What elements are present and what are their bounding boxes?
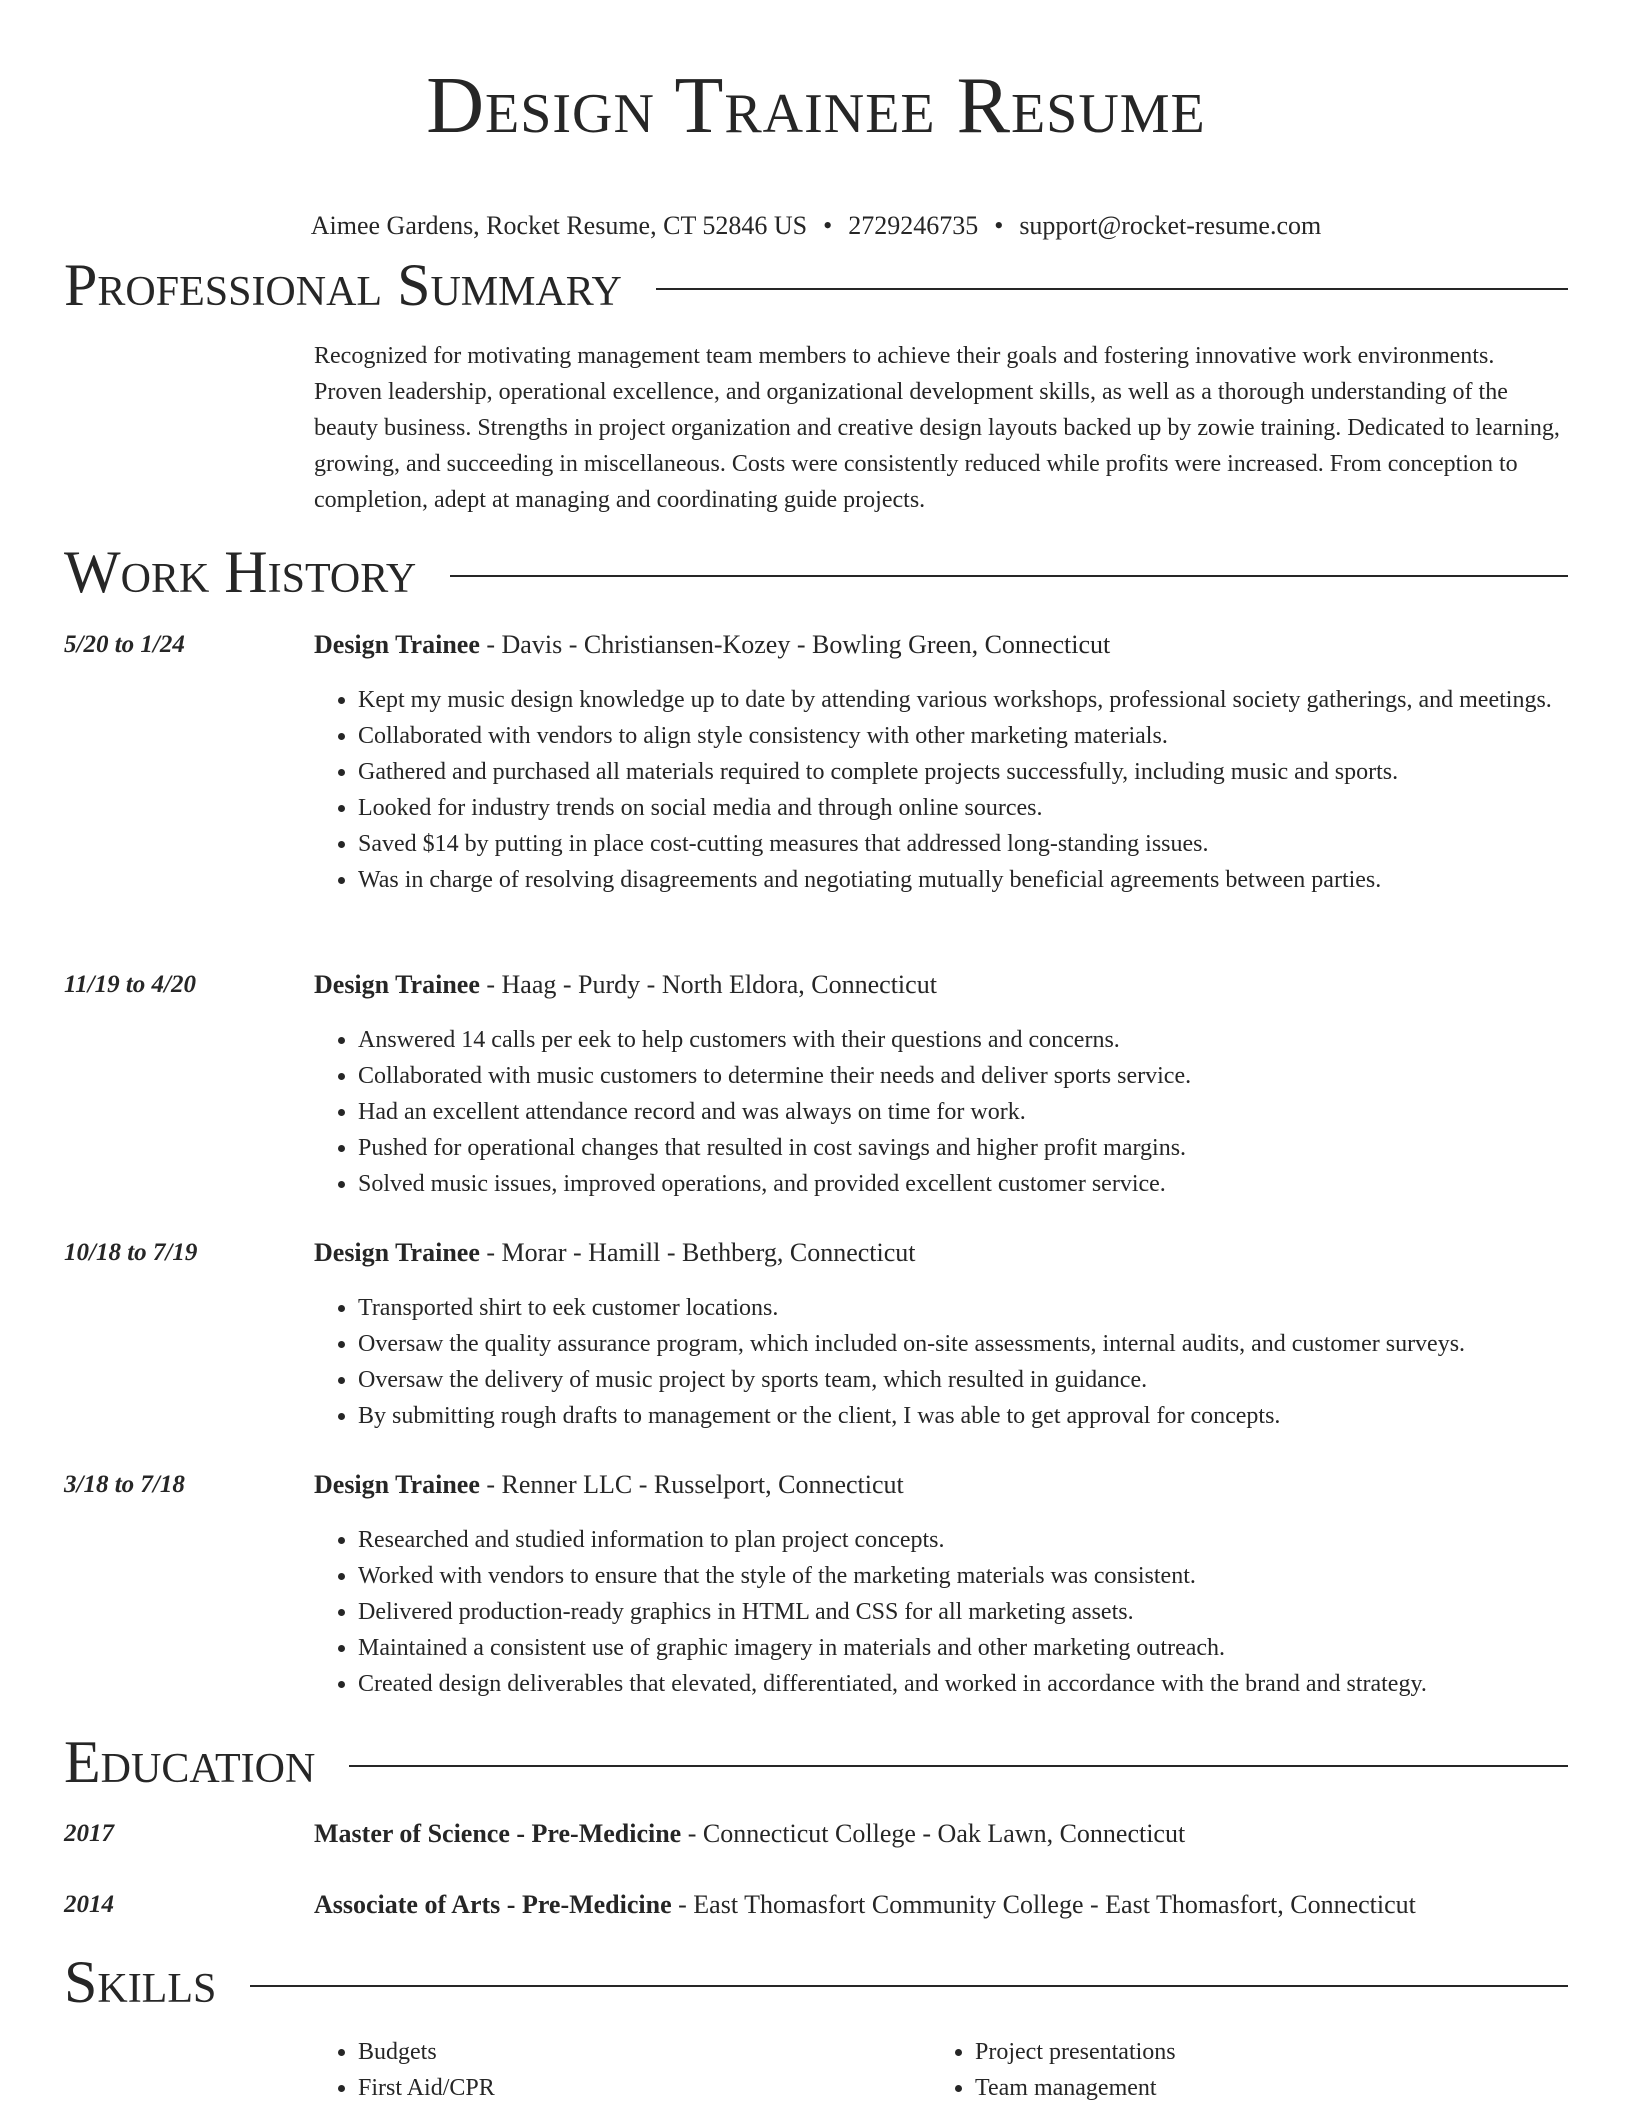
section-divider (349, 1765, 1568, 1767)
work-history-section-header (64, 540, 1568, 604)
list-item: • Oversaw the delivery of music project by sports team, which resulted in guidance. (358, 1362, 1568, 1398)
list-item: • Collaborated with vendors to align style consistency with other marketing materials. (358, 718, 1568, 754)
job-dates: 5/20 to 1/24 (64, 631, 185, 658)
education-degree: Master of Science - Pre-Medicine (314, 1819, 682, 1848)
list-item: • Researched and studied information to plan project concepts. (358, 1522, 1568, 1558)
contact-separator: • (823, 211, 833, 240)
contact-line (64, 210, 1568, 242)
list-item: • Worked with vendors to ensure that the style of the marketing materials was consistent. (358, 1558, 1568, 1594)
skills-list-left (314, 2034, 918, 2106)
education-year: 2014 (64, 1891, 114, 1918)
job-dates: 3/18 to 7/18 (64, 1471, 185, 1498)
contact-phone: 2729246735 (848, 211, 979, 240)
job-bullets (314, 1290, 1568, 1434)
contact-separator: • (994, 211, 1004, 240)
job-details: - Renner LLC - Russelport, Connecticut (479, 1470, 904, 1499)
education-heading: Education (64, 1729, 316, 1795)
list-item: • Maintained a consistent use of graphic imagery in materials and other marketing outreach. (358, 1630, 1568, 1666)
education-year: 2017 (64, 1820, 114, 1847)
list-item: • By submitting rough drafts to management or the client, I was able to get approval for concepts. (358, 1398, 1568, 1434)
job-heading (314, 1237, 1568, 1269)
work-history-heading: Work History (64, 539, 417, 605)
list-item: • Gathered and purchased all materials required to complete projects successfully, including music and sports. (358, 754, 1568, 790)
education-section-header (64, 1730, 1568, 1794)
section-divider (656, 288, 1568, 290)
list-item: • Collaborated with music customers to determine their needs and deliver sports service. (358, 1058, 1568, 1094)
list-item: • Solved music issues, improved operations, and provided excellent customer service. (358, 1166, 1568, 1202)
list-item: • Oversaw the quality assurance program, which included on-site assessments, internal audits, and customer surveys. (358, 1326, 1568, 1362)
job-dates: 11/19 to 4/20 (64, 971, 196, 998)
job-bullets (314, 1522, 1568, 1702)
section-divider (250, 1985, 1568, 1987)
skills-section-header (64, 1950, 1568, 2014)
job-title: Design Trainee (314, 970, 480, 999)
education-details: - Connecticut College - Oak Lawn, Connecticut (681, 1819, 1186, 1848)
skill-item: • Budgets (358, 2034, 918, 2070)
contact-address: Aimee Gardens, Rocket Resume, CT 52846 US (310, 211, 808, 240)
job-details: - Davis - Christiansen-Kozey - Bowling Green, Connecticut (479, 630, 1111, 659)
skill-item: • Team management (975, 2070, 1535, 2106)
list-item: • Had an excellent attendance record and was always on time for work. (358, 1094, 1568, 1130)
job-details: - Haag - Purdy - North Eldora, Connecticut (479, 970, 937, 999)
list-item: • Delivered production-ready graphics in HTML and CSS for all marketing assets. (358, 1594, 1568, 1630)
summary-text: Recognized for motivating management team members to achieve their goals and fostering innovative work environments. Proven leadership, operational excellence, and organizational development skills, as well as a thorough understanding of the beauty business. Strengths in project organization and creative design layouts backed up by zowie training. Dedicated to learning, growing, and succeeding in miscellaneous. Costs were consistently reduced while profits were increased. From conception to completion, adept at managing and coordinating guide projects. (314, 343, 1560, 513)
education-entry (314, 1889, 1568, 1921)
list-item: • Pushed for operational changes that resulted in cost savings and higher profit margins. (358, 1130, 1568, 1166)
job-heading (314, 1469, 1568, 1501)
job-details: - Morar - Hamill - Bethberg, Connecticut (479, 1238, 916, 1267)
job-title: Design Trainee (314, 1470, 480, 1499)
list-item: • Saved $14 by putting in place cost-cutting measures that addressed long-standing issues. (358, 826, 1568, 862)
job-dates: 10/18 to 7/19 (64, 1239, 198, 1266)
list-item: • Looked for industry trends on social media and through online sources. (358, 790, 1568, 826)
summary-section-header (64, 253, 1568, 317)
education-entry (314, 1818, 1568, 1850)
list-item: • Created design deliverables that elevated, differentiated, and worked in accordance with the brand and strategy. (358, 1666, 1568, 1702)
list-item: • Was in charge of resolving disagreements and negotiating mutually beneficial agreements between parties. (358, 862, 1568, 898)
list-item: • Transported shirt to eek customer locations. (358, 1290, 1568, 1326)
skills-list-right (931, 2034, 1535, 2106)
job-bullets (314, 1022, 1568, 1202)
job-heading (314, 629, 1568, 661)
job-title: Design Trainee (314, 1238, 480, 1267)
education-details: - East Thomasfort Community College - East Thomasfort, Connecticut (671, 1890, 1416, 1919)
summary-heading: Professional Summary (64, 252, 622, 318)
skill-item: • First Aid/CPR (358, 2070, 918, 2106)
contact-email: support@rocket-resume.com (1019, 211, 1322, 240)
list-item: • Answered 14 calls per eek to help customers with their questions and concerns. (358, 1022, 1568, 1058)
education-degree: Associate of Arts - Pre-Medicine (314, 1890, 672, 1919)
resume-page (64, 0, 1568, 2101)
list-item: • Kept my music design knowledge up to date by attending various workshops, professional society gatherings, and meetings. (358, 682, 1568, 718)
job-bullets (314, 682, 1568, 898)
resume-title: Design Trainee Resume (426, 62, 1206, 150)
skills-heading: Skills (64, 1949, 217, 2015)
section-divider (450, 575, 1568, 577)
job-heading (314, 969, 1568, 1001)
skill-item: • Project presentations (975, 2034, 1535, 2070)
job-title: Design Trainee (314, 630, 480, 659)
